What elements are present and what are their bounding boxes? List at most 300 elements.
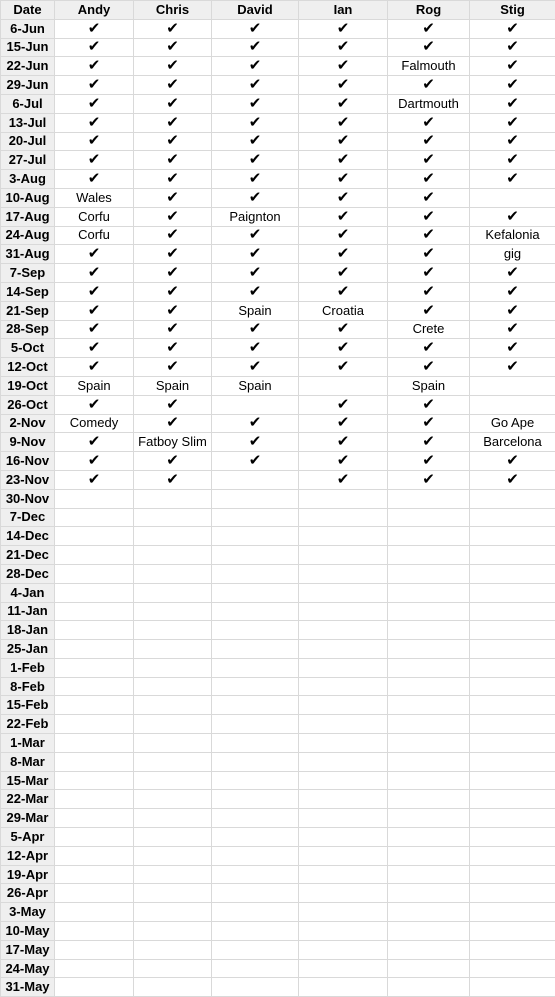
checkmark-cell[interactable]: ✔ [299, 414, 388, 433]
table-cell[interactable] [134, 621, 212, 640]
table-cell[interactable] [388, 922, 470, 941]
table-cell[interactable]: Crete [388, 320, 470, 339]
checkmark-cell[interactable]: ✔ [299, 358, 388, 377]
row-date-cell[interactable]: 10-May [1, 922, 55, 941]
table-cell[interactable] [212, 828, 299, 847]
checkmark-cell[interactable]: ✔ [388, 339, 470, 358]
checkmark-cell[interactable]: ✔ [388, 395, 470, 414]
table-cell[interactable] [55, 564, 134, 583]
checkmark-cell[interactable]: ✔ [134, 132, 212, 151]
column-header-ian[interactable]: Ian [299, 1, 388, 20]
checkmark-cell[interactable]: ✔ [299, 470, 388, 489]
checkmark-cell[interactable]: ✔ [212, 452, 299, 471]
table-cell[interactable] [212, 865, 299, 884]
table-cell[interactable] [134, 715, 212, 734]
table-cell[interactable] [212, 752, 299, 771]
table-cell[interactable] [212, 771, 299, 790]
row-date-cell[interactable]: 24-Aug [1, 226, 55, 245]
table-cell[interactable] [299, 602, 388, 621]
checkmark-cell[interactable]: ✔ [55, 38, 134, 57]
table-cell[interactable] [55, 903, 134, 922]
table-cell[interactable] [55, 489, 134, 508]
table-cell[interactable] [212, 658, 299, 677]
table-cell[interactable] [212, 508, 299, 527]
checkmark-cell[interactable]: ✔ [299, 226, 388, 245]
row-date-cell[interactable]: 25-Jan [1, 640, 55, 659]
table-cell[interactable] [470, 734, 555, 753]
row-date-cell[interactable]: 15-Feb [1, 696, 55, 715]
checkmark-cell[interactable]: ✔ [470, 94, 555, 113]
table-cell[interactable] [388, 621, 470, 640]
table-cell[interactable] [134, 489, 212, 508]
table-cell[interactable] [470, 583, 555, 602]
checkmark-cell[interactable]: ✔ [388, 19, 470, 38]
checkmark-cell[interactable]: ✔ [470, 19, 555, 38]
checkmark-cell[interactable]: ✔ [388, 226, 470, 245]
table-cell[interactable] [55, 640, 134, 659]
table-cell[interactable]: Fatboy Slim [134, 433, 212, 452]
table-cell[interactable] [212, 922, 299, 941]
table-cell[interactable] [212, 846, 299, 865]
checkmark-cell[interactable]: ✔ [470, 151, 555, 170]
checkmark-cell[interactable]: ✔ [134, 470, 212, 489]
row-date-cell[interactable]: 31-May [1, 978, 55, 997]
table-cell[interactable] [55, 546, 134, 565]
checkmark-cell[interactable]: ✔ [212, 282, 299, 301]
table-cell[interactable] [470, 752, 555, 771]
checkmark-cell[interactable]: ✔ [470, 264, 555, 283]
checkmark-cell[interactable]: ✔ [299, 282, 388, 301]
checkmark-cell[interactable]: ✔ [388, 38, 470, 57]
table-cell[interactable] [299, 527, 388, 546]
table-cell[interactable] [299, 583, 388, 602]
checkmark-cell[interactable]: ✔ [388, 433, 470, 452]
row-date-cell[interactable]: 23-Nov [1, 470, 55, 489]
table-cell[interactable] [388, 752, 470, 771]
checkmark-cell[interactable]: ✔ [55, 282, 134, 301]
checkmark-cell[interactable]: ✔ [299, 38, 388, 57]
checkmark-cell[interactable]: ✔ [134, 339, 212, 358]
table-cell[interactable] [470, 546, 555, 565]
checkmark-cell[interactable]: ✔ [55, 170, 134, 189]
checkmark-cell[interactable]: ✔ [299, 113, 388, 132]
table-cell[interactable] [388, 734, 470, 753]
table-cell[interactable] [55, 865, 134, 884]
table-cell[interactable] [470, 621, 555, 640]
table-cell[interactable] [388, 508, 470, 527]
table-cell[interactable] [470, 640, 555, 659]
table-cell[interactable] [470, 940, 555, 959]
table-cell[interactable] [212, 564, 299, 583]
table-cell[interactable] [470, 865, 555, 884]
checkmark-cell[interactable]: ✔ [212, 151, 299, 170]
table-cell[interactable] [299, 828, 388, 847]
table-cell[interactable] [134, 959, 212, 978]
table-cell[interactable] [55, 583, 134, 602]
table-cell[interactable] [388, 602, 470, 621]
table-cell[interactable] [299, 903, 388, 922]
checkmark-cell[interactable]: ✔ [388, 245, 470, 264]
table-cell[interactable] [299, 809, 388, 828]
checkmark-cell[interactable]: ✔ [55, 433, 134, 452]
row-date-cell[interactable]: 28-Dec [1, 564, 55, 583]
table-cell[interactable] [299, 376, 388, 395]
table-cell[interactable] [470, 376, 555, 395]
table-cell[interactable] [388, 940, 470, 959]
table-cell[interactable] [212, 734, 299, 753]
checkmark-cell[interactable]: ✔ [299, 433, 388, 452]
checkmark-cell[interactable]: ✔ [134, 76, 212, 95]
row-date-cell[interactable]: 21-Sep [1, 301, 55, 320]
table-cell[interactable]: gig [470, 245, 555, 264]
row-date-cell[interactable]: 8-Mar [1, 752, 55, 771]
checkmark-cell[interactable]: ✔ [134, 264, 212, 283]
checkmark-cell[interactable]: ✔ [470, 113, 555, 132]
table-cell[interactable] [299, 734, 388, 753]
checkmark-cell[interactable]: ✔ [212, 76, 299, 95]
checkmark-cell[interactable]: ✔ [388, 170, 470, 189]
checkmark-cell[interactable]: ✔ [299, 452, 388, 471]
table-cell[interactable] [212, 959, 299, 978]
row-date-cell[interactable]: 5-Apr [1, 828, 55, 847]
table-cell[interactable] [55, 734, 134, 753]
checkmark-cell[interactable]: ✔ [388, 188, 470, 207]
checkmark-cell[interactable]: ✔ [388, 207, 470, 226]
checkmark-cell[interactable]: ✔ [388, 282, 470, 301]
table-cell[interactable] [470, 715, 555, 734]
table-cell[interactable] [212, 395, 299, 414]
checkmark-cell[interactable]: ✔ [134, 188, 212, 207]
checkmark-cell[interactable]: ✔ [470, 57, 555, 76]
checkmark-cell[interactable]: ✔ [212, 226, 299, 245]
checkmark-cell[interactable]: ✔ [134, 414, 212, 433]
table-cell[interactable] [388, 771, 470, 790]
table-cell[interactable] [299, 621, 388, 640]
row-date-cell[interactable]: 10-Aug [1, 188, 55, 207]
table-cell[interactable]: Corfu [55, 207, 134, 226]
row-date-cell[interactable]: 22-Mar [1, 790, 55, 809]
table-cell[interactable] [299, 546, 388, 565]
table-cell[interactable] [212, 903, 299, 922]
table-cell[interactable] [470, 188, 555, 207]
row-date-cell[interactable]: 5-Oct [1, 339, 55, 358]
table-cell[interactable] [212, 602, 299, 621]
table-cell[interactable] [212, 527, 299, 546]
table-cell[interactable] [470, 489, 555, 508]
table-cell[interactable] [470, 658, 555, 677]
row-date-cell[interactable]: 27-Jul [1, 151, 55, 170]
table-cell[interactable] [388, 959, 470, 978]
table-cell[interactable] [212, 884, 299, 903]
checkmark-cell[interactable]: ✔ [299, 264, 388, 283]
table-cell[interactable]: Paignton [212, 207, 299, 226]
checkmark-cell[interactable]: ✔ [134, 94, 212, 113]
column-header-andy[interactable]: Andy [55, 1, 134, 20]
checkmark-cell[interactable]: ✔ [134, 19, 212, 38]
checkmark-cell[interactable]: ✔ [470, 132, 555, 151]
table-cell[interactable] [470, 903, 555, 922]
table-cell[interactable] [212, 715, 299, 734]
table-cell[interactable] [55, 527, 134, 546]
column-header-date[interactable]: Date [1, 1, 55, 20]
table-cell[interactable] [388, 564, 470, 583]
table-cell[interactable]: Spain [134, 376, 212, 395]
checkmark-cell[interactable]: ✔ [212, 170, 299, 189]
table-cell[interactable] [299, 978, 388, 997]
row-date-cell[interactable]: 16-Nov [1, 452, 55, 471]
table-cell[interactable]: Spain [212, 301, 299, 320]
checkmark-cell[interactable]: ✔ [299, 339, 388, 358]
table-cell[interactable] [299, 922, 388, 941]
checkmark-cell[interactable]: ✔ [470, 339, 555, 358]
checkmark-cell[interactable]: ✔ [55, 151, 134, 170]
table-cell[interactable] [134, 903, 212, 922]
table-cell[interactable]: Barcelona [470, 433, 555, 452]
table-cell[interactable] [134, 546, 212, 565]
table-cell[interactable] [470, 564, 555, 583]
table-cell[interactable] [55, 959, 134, 978]
table-cell[interactable] [134, 940, 212, 959]
table-cell[interactable]: Go Ape [470, 414, 555, 433]
checkmark-cell[interactable]: ✔ [212, 19, 299, 38]
row-date-cell[interactable]: 20-Jul [1, 132, 55, 151]
checkmark-cell[interactable]: ✔ [134, 113, 212, 132]
table-cell[interactable]: Comedy [55, 414, 134, 433]
checkmark-cell[interactable]: ✔ [299, 57, 388, 76]
table-cell[interactable] [55, 809, 134, 828]
table-cell[interactable] [388, 978, 470, 997]
table-cell[interactable] [55, 621, 134, 640]
checkmark-cell[interactable]: ✔ [388, 113, 470, 132]
column-header-david[interactable]: David [212, 1, 299, 20]
table-cell[interactable] [212, 640, 299, 659]
checkmark-cell[interactable]: ✔ [55, 470, 134, 489]
table-cell[interactable] [134, 790, 212, 809]
table-cell[interactable] [299, 790, 388, 809]
table-cell[interactable] [134, 978, 212, 997]
checkmark-cell[interactable]: ✔ [388, 301, 470, 320]
table-cell[interactable] [134, 828, 212, 847]
table-cell[interactable]: Dartmouth [388, 94, 470, 113]
checkmark-cell[interactable]: ✔ [470, 320, 555, 339]
table-cell[interactable]: Corfu [55, 226, 134, 245]
table-cell[interactable] [470, 771, 555, 790]
checkmark-cell[interactable]: ✔ [212, 339, 299, 358]
checkmark-cell[interactable]: ✔ [55, 395, 134, 414]
checkmark-cell[interactable]: ✔ [134, 170, 212, 189]
table-cell[interactable] [470, 696, 555, 715]
table-cell[interactable] [299, 640, 388, 659]
table-cell[interactable]: Spain [212, 376, 299, 395]
checkmark-cell[interactable]: ✔ [299, 245, 388, 264]
table-cell[interactable] [470, 846, 555, 865]
table-cell[interactable] [299, 846, 388, 865]
row-date-cell[interactable]: 7-Dec [1, 508, 55, 527]
table-cell[interactable]: Spain [388, 376, 470, 395]
checkmark-cell[interactable]: ✔ [55, 452, 134, 471]
table-cell[interactable] [134, 583, 212, 602]
table-cell[interactable] [388, 903, 470, 922]
checkmark-cell[interactable]: ✔ [134, 151, 212, 170]
table-cell[interactable] [299, 771, 388, 790]
checkmark-cell[interactable]: ✔ [299, 170, 388, 189]
row-date-cell[interactable]: 19-Oct [1, 376, 55, 395]
checkmark-cell[interactable]: ✔ [134, 358, 212, 377]
checkmark-cell[interactable]: ✔ [388, 151, 470, 170]
table-cell[interactable] [134, 602, 212, 621]
checkmark-cell[interactable]: ✔ [299, 19, 388, 38]
table-cell[interactable] [388, 790, 470, 809]
table-cell[interactable] [470, 828, 555, 847]
table-cell[interactable] [212, 677, 299, 696]
checkmark-cell[interactable]: ✔ [55, 301, 134, 320]
table-cell[interactable] [212, 489, 299, 508]
checkmark-cell[interactable]: ✔ [55, 19, 134, 38]
checkmark-cell[interactable]: ✔ [470, 301, 555, 320]
checkmark-cell[interactable]: ✔ [55, 320, 134, 339]
table-cell[interactable] [388, 658, 470, 677]
table-cell[interactable] [388, 677, 470, 696]
table-cell[interactable] [388, 583, 470, 602]
checkmark-cell[interactable]: ✔ [212, 188, 299, 207]
table-cell[interactable] [388, 640, 470, 659]
table-cell[interactable] [299, 564, 388, 583]
table-cell[interactable] [134, 884, 212, 903]
checkmark-cell[interactable]: ✔ [299, 151, 388, 170]
table-cell[interactable] [470, 790, 555, 809]
row-date-cell[interactable]: 29-Mar [1, 809, 55, 828]
row-date-cell[interactable]: 26-Oct [1, 395, 55, 414]
table-cell[interactable]: Falmouth [388, 57, 470, 76]
checkmark-cell[interactable]: ✔ [55, 94, 134, 113]
checkmark-cell[interactable]: ✔ [470, 358, 555, 377]
checkmark-cell[interactable]: ✔ [299, 395, 388, 414]
row-date-cell[interactable]: 15-Mar [1, 771, 55, 790]
checkmark-cell[interactable]: ✔ [212, 320, 299, 339]
checkmark-cell[interactable]: ✔ [134, 301, 212, 320]
row-date-cell[interactable]: 14-Dec [1, 527, 55, 546]
table-cell[interactable] [299, 865, 388, 884]
table-cell[interactable] [470, 922, 555, 941]
checkmark-cell[interactable]: ✔ [134, 395, 212, 414]
table-cell[interactable] [55, 696, 134, 715]
checkmark-cell[interactable]: ✔ [212, 113, 299, 132]
checkmark-cell[interactable]: ✔ [212, 57, 299, 76]
table-cell[interactable] [299, 508, 388, 527]
table-cell[interactable] [299, 752, 388, 771]
table-cell[interactable] [388, 527, 470, 546]
row-date-cell[interactable]: 19-Apr [1, 865, 55, 884]
checkmark-cell[interactable]: ✔ [55, 358, 134, 377]
checkmark-cell[interactable]: ✔ [470, 38, 555, 57]
table-cell[interactable] [299, 884, 388, 903]
table-cell[interactable] [388, 809, 470, 828]
table-cell[interactable] [470, 602, 555, 621]
row-date-cell[interactable]: 9-Nov [1, 433, 55, 452]
checkmark-cell[interactable]: ✔ [55, 264, 134, 283]
checkmark-cell[interactable]: ✔ [212, 414, 299, 433]
table-cell[interactable] [212, 546, 299, 565]
table-cell[interactable] [55, 978, 134, 997]
row-date-cell[interactable]: 1-Mar [1, 734, 55, 753]
row-date-cell[interactable]: 3-May [1, 903, 55, 922]
checkmark-cell[interactable]: ✔ [470, 470, 555, 489]
checkmark-cell[interactable]: ✔ [388, 358, 470, 377]
table-cell[interactable]: Kefalonia [470, 226, 555, 245]
table-cell[interactable] [55, 508, 134, 527]
checkmark-cell[interactable]: ✔ [388, 132, 470, 151]
table-cell[interactable] [212, 790, 299, 809]
row-date-cell[interactable]: 6-Jun [1, 19, 55, 38]
table-cell[interactable] [134, 922, 212, 941]
table-cell[interactable] [388, 696, 470, 715]
table-cell[interactable] [212, 583, 299, 602]
table-cell[interactable] [299, 489, 388, 508]
checkmark-cell[interactable]: ✔ [55, 132, 134, 151]
checkmark-cell[interactable]: ✔ [470, 170, 555, 189]
row-date-cell[interactable]: 22-Jun [1, 57, 55, 76]
table-cell[interactable] [299, 715, 388, 734]
row-date-cell[interactable]: 8-Feb [1, 677, 55, 696]
table-cell[interactable] [388, 546, 470, 565]
table-cell[interactable] [55, 828, 134, 847]
checkmark-cell[interactable]: ✔ [134, 38, 212, 57]
checkmark-cell[interactable]: ✔ [299, 188, 388, 207]
table-cell[interactable] [212, 696, 299, 715]
checkmark-cell[interactable]: ✔ [134, 245, 212, 264]
table-cell[interactable] [299, 658, 388, 677]
table-cell[interactable] [134, 771, 212, 790]
checkmark-cell[interactable]: ✔ [55, 113, 134, 132]
row-date-cell[interactable]: 24-May [1, 959, 55, 978]
table-cell[interactable] [134, 809, 212, 828]
checkmark-cell[interactable]: ✔ [388, 414, 470, 433]
row-date-cell[interactable]: 12-Apr [1, 846, 55, 865]
table-cell[interactable] [134, 696, 212, 715]
checkmark-cell[interactable]: ✔ [212, 132, 299, 151]
checkmark-cell[interactable]: ✔ [134, 207, 212, 226]
checkmark-cell[interactable]: ✔ [470, 452, 555, 471]
checkmark-cell[interactable]: ✔ [134, 57, 212, 76]
table-cell[interactable] [55, 940, 134, 959]
table-cell[interactable] [388, 489, 470, 508]
row-date-cell[interactable]: 14-Sep [1, 282, 55, 301]
table-cell[interactable] [55, 771, 134, 790]
row-date-cell[interactable]: 4-Jan [1, 583, 55, 602]
table-cell[interactable] [55, 602, 134, 621]
table-cell[interactable] [55, 715, 134, 734]
row-date-cell[interactable]: 17-May [1, 940, 55, 959]
checkmark-cell[interactable]: ✔ [470, 76, 555, 95]
table-cell[interactable] [299, 940, 388, 959]
checkmark-cell[interactable]: ✔ [55, 76, 134, 95]
row-date-cell[interactable]: 1-Feb [1, 658, 55, 677]
table-cell[interactable] [299, 959, 388, 978]
table-cell[interactable] [134, 752, 212, 771]
table-cell[interactable] [388, 846, 470, 865]
table-cell[interactable] [134, 527, 212, 546]
row-date-cell[interactable]: 29-Jun [1, 76, 55, 95]
table-cell[interactable] [134, 564, 212, 583]
row-date-cell[interactable]: 7-Sep [1, 264, 55, 283]
table-cell[interactable] [388, 828, 470, 847]
checkmark-cell[interactable]: ✔ [470, 207, 555, 226]
checkmark-cell[interactable]: ✔ [299, 76, 388, 95]
checkmark-cell[interactable]: ✔ [470, 282, 555, 301]
table-cell[interactable] [134, 508, 212, 527]
row-date-cell[interactable]: 13-Jul [1, 113, 55, 132]
checkmark-cell[interactable]: ✔ [212, 245, 299, 264]
